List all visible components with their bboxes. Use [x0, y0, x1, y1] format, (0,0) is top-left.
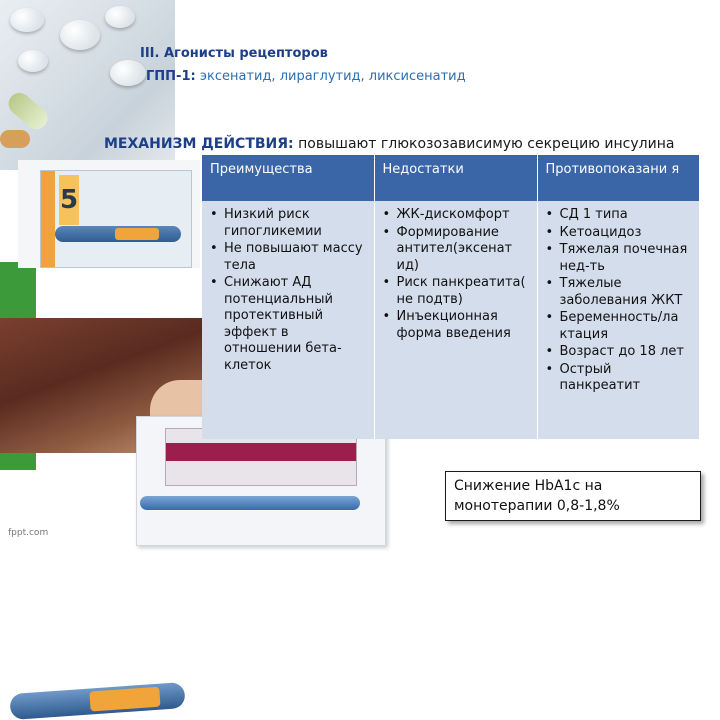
list-item: • Беременность/ла ктация: [560, 310, 694, 343]
watermark: fppt.com: [8, 528, 49, 538]
disadvantages-cell: [374, 201, 537, 439]
header-disadvantages: Недостатки: [374, 155, 537, 201]
list-item: • Острый панкреатит: [560, 362, 694, 395]
box-number: 5: [59, 175, 79, 225]
header-advantages: Преимущества: [202, 155, 374, 201]
mechanism-text: повышают глюкозозависимую секрецию инсулина: [298, 136, 675, 152]
list-item: • Низкий риск гипогликемии: [224, 207, 368, 240]
list-item: • Риск панкреатита( не подтв): [397, 275, 531, 308]
list-item: • Не повышают массу тела: [224, 241, 368, 274]
byetta-pen: [55, 226, 181, 242]
list-item: • Снижают АД потенциальный протективный эффект в отношении бета-клеток: [224, 275, 368, 374]
list-item: • Тяжелая почечная нед-ть: [560, 242, 694, 275]
section-title: III. Агонисты рецепторов: [140, 46, 328, 61]
header-contraindications: Противопоказани я: [537, 155, 699, 201]
mechanism-line: [104, 136, 674, 152]
table-header-row: [202, 155, 699, 201]
hba1c-callout: [445, 471, 701, 521]
victoza-pen: [140, 496, 360, 510]
list-item: • Кетоацидоз: [560, 225, 694, 242]
callout-line1: Снижение HbA1c на: [454, 478, 603, 494]
list-item: • СД 1 типа: [560, 207, 694, 224]
byetta-package: [40, 170, 192, 268]
list-item: • ЖК-дискомфорт: [397, 207, 531, 224]
table-row: [202, 201, 699, 439]
mechanism-label: МЕХАНИЗМ ДЕЙСТВИЯ:: [104, 136, 294, 152]
comparison-table: [202, 155, 699, 439]
drug-list: эксенатид, лираглутид, ликсисенатид: [199, 69, 466, 84]
contraindications-cell: [537, 201, 699, 439]
list-item: • Возраст до 18 лет: [560, 344, 694, 361]
list-item: • Тяжелые заболевания ЖКТ: [560, 276, 694, 309]
contraindications-list: [544, 207, 694, 395]
list-item: • Формирование антител(эксенат ид): [397, 225, 531, 275]
advantages-cell: [202, 201, 374, 439]
injection-pen: [9, 682, 185, 720]
subtitle-label: ГПП-1:: [146, 69, 196, 84]
advantages-list: [208, 207, 368, 374]
callout-line2: монотерапии 0,8-1,8%: [454, 498, 620, 514]
section-subtitle: [146, 69, 466, 84]
list-item: • Инъекционная форма введения: [397, 309, 531, 342]
disadvantages-list: [381, 207, 531, 342]
